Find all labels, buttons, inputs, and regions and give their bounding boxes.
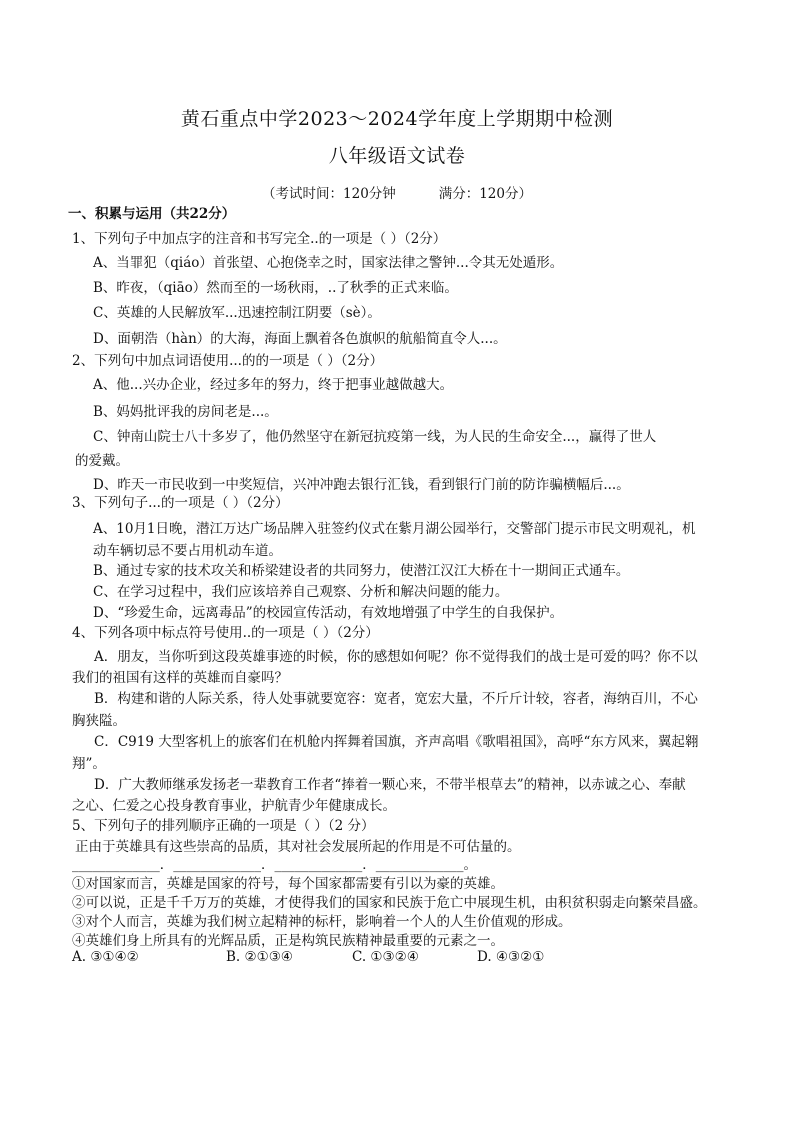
q3-option-a-cont: 动车辆切忌不要占用机动车道。 bbox=[93, 543, 282, 559]
q1-option-c: C、英雄的人民解放军...迅速控制江阴要（sè）。 bbox=[93, 305, 381, 321]
q2-option-d: D、昨天一市民收到一中奖短信，兴冲冲跑去银行汇钱，看到银行门前的防诈骗横幅后...。 bbox=[93, 477, 630, 493]
q5-stem: 5、下列句子的排列顺序正确的一项是（ ）（2 分） bbox=[72, 818, 375, 834]
q1-option-d: D、面朝浩（hàn）的大海，海面上飘着各色旗帜的航船简直令人...。 bbox=[93, 331, 507, 347]
q5-option-a: A. ③①④② bbox=[72, 949, 139, 965]
q5-option-b: B. ②①③④ bbox=[226, 949, 293, 965]
section-heading: 一、积累与运用（共22分） bbox=[68, 206, 236, 222]
q4-option-a: A．朋友，当你听到这段英雄事迹的时候，你的感想如何呢？你不觉得我们的战士是可爱的吗？你不以 bbox=[94, 649, 698, 665]
exam-title: 黄石重点中学2023～2024学年度上学期期中检测 bbox=[180, 108, 614, 130]
q1-option-b: B、昨夜，（qiāo）然而至的一场秋雨，..了秋季的正式来临。 bbox=[93, 280, 458, 296]
exam-subtitle: 八年级语文试卷 bbox=[328, 145, 466, 167]
q4-stem: 4、下列各项中标点符号使用..的一项是（ ）（2分） bbox=[72, 625, 379, 641]
q4-option-c: C．C919 大型客机上的旅客们在机舱内挥舞着国旗，齐声高唱《歌唱祖国》，高呼“东方风来，翼起翱 bbox=[94, 734, 699, 750]
q2-stem: 2、下列句中加点词语使用...的的一项是（ ）（2分） bbox=[72, 353, 384, 369]
q2-option-a: A、他...兴办企业，经过多年的努力，终于把事业越做越大。 bbox=[93, 377, 454, 393]
q5-sentence-2: ②可以说，正是千千万万的英雄，才使得我们的国家和民族于危亡中展现生机，由积贫积弱走向繁荣昌盛。 bbox=[72, 895, 707, 911]
q5-lead: 正由于英雄具有这些崇高的品质，其对社会发展所起的作用是不可估量的。 bbox=[75, 839, 521, 855]
q3-option-b: B、通过专家的技术攻关和桥梁建设者的共同努力，使潜江汉江大桥在十一期间正式通车。 bbox=[93, 563, 630, 579]
q3-option-c: C、在学习过程中，我们应该培养自己观察、分析和解决问题的能力。 bbox=[93, 584, 509, 600]
q3-option-d: D、“珍爱生命，远离毒品”的校园宣传活动，有效地增强了中学生的自我保护。 bbox=[93, 605, 564, 621]
q5-sentence-4: ④英雄们身上所具有的光辉品质，正是构筑民族精神最重要的元素之一。 bbox=[72, 933, 504, 949]
q2-option-b: B、妈妈批评我的房间老是...。 bbox=[93, 404, 278, 420]
q5-option-c: C. ①③②④ bbox=[352, 949, 419, 965]
q3-stem: 3、下列句子...的一项是（ ）（2分） bbox=[72, 495, 289, 511]
exam-info: （考试时间：120分钟 满分：120分） bbox=[262, 186, 532, 202]
q4-option-c-cont: 翔”。 bbox=[72, 756, 106, 772]
q5-sentence-3: ③对个人而言，英雄为我们树立起精神的标杆，影响着一个人的人生价值观的形成。 bbox=[72, 914, 572, 930]
q4-option-a-cont: 我们的祖国有这样的英雄而自豪吗？ bbox=[72, 670, 288, 686]
q4-option-b: B．构建和谐的人际关系，待人处事就要宽容：宽者，宽宏大量，不斤斤计较，容者，海纳百川，不心 bbox=[94, 691, 698, 707]
q2-option-c-cont: 的爱戴。 bbox=[75, 453, 129, 469]
q3-option-a: A、10月1日晚，潜江万达广场品牌入驻签约仪式在紫月湖公园举行，交警部门提示市民文明观礼，机 bbox=[93, 521, 696, 537]
q4-option-b-cont: 胸狭隘。 bbox=[72, 713, 126, 729]
q4-option-d: D．广大教师继承发扬老一辈教育工作者“捧着一颗心来，不带半根草去”的精神，以赤诚之心、奉献 bbox=[94, 777, 686, 793]
q2-option-c: C、钟南山院士八十多岁了，他仍然坚守在新冠抗疫第一线，为人民的生命安全...，赢得了世人 bbox=[93, 429, 657, 445]
q5-option-d: D. ④③②① bbox=[477, 949, 545, 965]
q5-blanks: _____________．_____________．_____________．_____________。 bbox=[72, 857, 477, 873]
q5-sentence-1: ①对国家而言，英雄是国家的符号，每个国家都需要有引以为豪的英雄。 bbox=[72, 876, 504, 892]
q4-option-d-cont: 之心、仁爱之心投身教育事业，护航青少年健康成长。 bbox=[72, 798, 396, 814]
q1-stem: 1、下列句子中加点字的注音和书写完全..的一项是（ ）（2分） bbox=[72, 231, 447, 247]
q1-option-a: A、当罪犯（qiáo）首张望、心抱侥幸之时，国家法律之警钟...令其无处遁形。 bbox=[93, 255, 564, 271]
